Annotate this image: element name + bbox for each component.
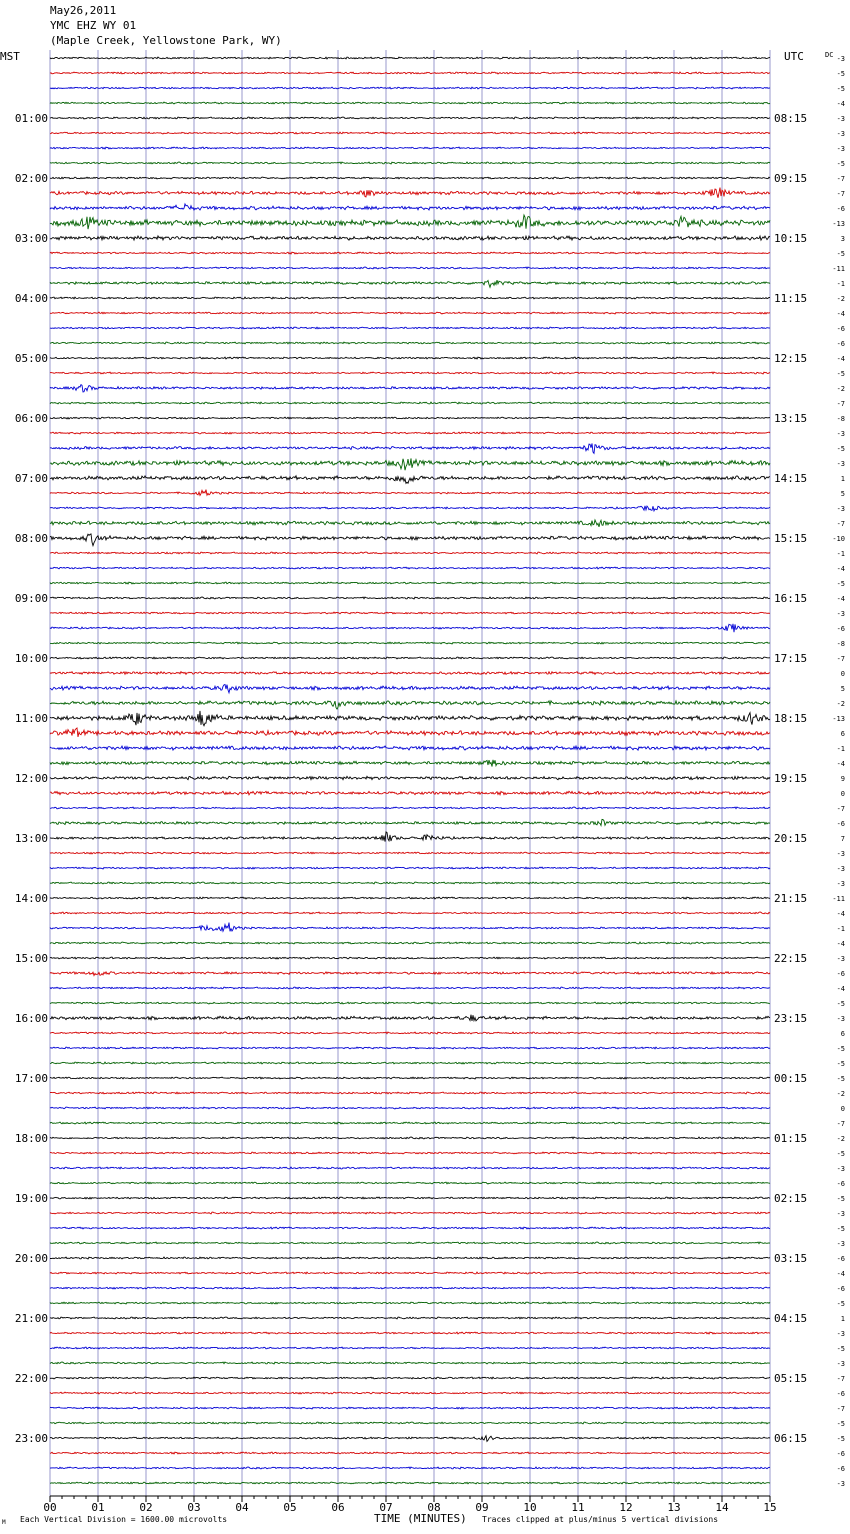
seismic-trace bbox=[50, 897, 770, 899]
seismic-trace bbox=[50, 1047, 770, 1049]
seismic-trace bbox=[50, 728, 770, 737]
dc-offset-label: -4 bbox=[836, 355, 845, 363]
mst-hour-label: 11:00 bbox=[14, 712, 48, 725]
dc-offset-label: -7 bbox=[836, 1120, 845, 1128]
seismic-trace bbox=[50, 1197, 770, 1199]
x-tick-label: 02 bbox=[139, 1501, 153, 1514]
x-tick-label: 01 bbox=[91, 1501, 105, 1514]
seismic-trace bbox=[50, 177, 770, 179]
dc-offset-label: -3 bbox=[836, 1210, 845, 1218]
seismic-trace bbox=[50, 534, 770, 546]
dc-offset-label: -3 bbox=[836, 850, 845, 858]
dc-offset-label: -5 bbox=[836, 1225, 845, 1233]
seismic-trace bbox=[50, 1122, 770, 1124]
seismic-trace bbox=[50, 443, 770, 453]
dc-offset-label: 3 bbox=[840, 235, 845, 243]
dc-offset-label: -5 bbox=[836, 445, 845, 453]
dc-offset-label: -7 bbox=[836, 805, 845, 813]
mst-hour-label: 04:00 bbox=[14, 292, 48, 305]
dc-offset-label: -4 bbox=[836, 595, 845, 603]
mst-hour-label: 22:00 bbox=[14, 1372, 48, 1385]
x-tick-label: 08 bbox=[427, 1501, 441, 1514]
mst-hour-label: 20:00 bbox=[14, 1252, 48, 1265]
mst-hour-label: 18:00 bbox=[14, 1132, 48, 1145]
clip-note: Traces clipped at plus/minus 5 vertical divisions bbox=[482, 1515, 719, 1524]
location-label: (Maple Creek, Yellowstone Park, WY) bbox=[50, 34, 282, 47]
dc-offset-label: -6 bbox=[836, 1390, 845, 1398]
seismic-trace bbox=[50, 612, 770, 614]
seismic-trace bbox=[50, 132, 770, 134]
dc-offset-label: -3 bbox=[836, 1330, 845, 1338]
utc-hour-label: 06:15 bbox=[774, 1432, 808, 1445]
mst-hour-label: 16:00 bbox=[14, 1012, 48, 1025]
dc-offset-label: -1 bbox=[836, 745, 845, 753]
seismic-trace bbox=[50, 1302, 770, 1304]
dc-offset-label: -5 bbox=[836, 370, 845, 378]
seismic-trace bbox=[50, 1272, 770, 1274]
dc-offset-label: -3 bbox=[836, 880, 845, 888]
utc-hour-label: 05:15 bbox=[774, 1372, 808, 1385]
seismic-trace bbox=[50, 552, 770, 554]
seismic-trace bbox=[50, 1002, 770, 1004]
mst-hour-label: 08:00 bbox=[14, 532, 48, 545]
seismic-trace bbox=[50, 267, 770, 269]
utc-hour-label: 22:15 bbox=[774, 952, 808, 965]
dc-offset-label: -7 bbox=[836, 1405, 845, 1413]
seismic-trace bbox=[50, 711, 770, 726]
dc-offset-label: -11 bbox=[832, 265, 845, 273]
seismic-trace bbox=[50, 417, 770, 419]
utc-hour-label: 00:15 bbox=[774, 1072, 808, 1085]
dc-offset-label: -3 bbox=[836, 955, 845, 963]
dc-offset-label: 1 bbox=[840, 475, 845, 483]
dc-offset-label: -4 bbox=[836, 310, 845, 318]
dc-offset-label: -6 bbox=[836, 340, 845, 348]
mst-hour-label: 19:00 bbox=[14, 1192, 48, 1205]
dc-offset-label: -5 bbox=[836, 1150, 845, 1158]
x-tick-label: 07 bbox=[379, 1501, 393, 1514]
dc-offset-label: 0 bbox=[840, 670, 845, 678]
seismic-trace bbox=[50, 1362, 770, 1364]
utc-hour-label: 21:15 bbox=[774, 892, 808, 905]
scale-note: Each Vertical Division = 1600.00 microvolts bbox=[20, 1515, 228, 1524]
dc-offset-label: -3 bbox=[836, 130, 845, 138]
seismic-trace bbox=[50, 1407, 770, 1409]
seismic-trace bbox=[50, 1467, 770, 1469]
dc-offset-label: -13 bbox=[832, 715, 845, 723]
mst-hour-label: 17:00 bbox=[14, 1072, 48, 1085]
dc-offset-label: 9 bbox=[840, 775, 845, 783]
seismic-trace bbox=[50, 1137, 770, 1139]
dc-offset-label: -5 bbox=[836, 1000, 845, 1008]
dc-offset-label: -6 bbox=[836, 820, 845, 828]
utc-hour-label: 02:15 bbox=[774, 1192, 808, 1205]
dc-offset-label: -5 bbox=[836, 85, 845, 93]
seismic-trace bbox=[50, 1077, 770, 1079]
seismic-trace bbox=[50, 1377, 770, 1379]
x-tick-label: 14 bbox=[715, 1501, 729, 1514]
seismic-trace bbox=[50, 520, 770, 527]
dc-offset-label: -5 bbox=[836, 160, 845, 168]
seismic-trace bbox=[50, 204, 770, 210]
dc-offset-label: -3 bbox=[836, 865, 845, 873]
seismic-trace bbox=[50, 1482, 770, 1484]
seismic-trace bbox=[50, 942, 770, 944]
seismic-trace bbox=[50, 1167, 770, 1169]
seismic-trace bbox=[50, 506, 770, 511]
seismic-trace bbox=[50, 1182, 770, 1184]
seismic-trace bbox=[50, 252, 770, 254]
utc-hour-label: 04:15 bbox=[774, 1312, 808, 1325]
mst-hour-label: 09:00 bbox=[14, 592, 48, 605]
seismic-trace bbox=[50, 188, 770, 198]
dc-offset-label: -10 bbox=[832, 535, 845, 543]
mst-hour-label: 05:00 bbox=[14, 352, 48, 365]
dc-offset-label: -3 bbox=[836, 430, 845, 438]
dc-offset-label: -6 bbox=[836, 1285, 845, 1293]
seismic-trace bbox=[50, 1436, 770, 1442]
dc-offset-label: -6 bbox=[836, 625, 845, 633]
dc-offset-label: -5 bbox=[836, 70, 845, 78]
seismic-trace bbox=[50, 372, 770, 374]
dc-offset-label: -6 bbox=[836, 1465, 845, 1473]
seismic-trace bbox=[50, 819, 770, 825]
x-tick-label: 04 bbox=[235, 1501, 249, 1514]
dc-offset-label: -4 bbox=[836, 910, 845, 918]
seismic-trace bbox=[50, 957, 770, 959]
x-tick-label: 15 bbox=[763, 1501, 777, 1514]
utc-hour-label: 19:15 bbox=[774, 772, 808, 785]
utc-hour-label: 14:15 bbox=[774, 472, 808, 485]
x-axis-title: TIME (MINUTES) bbox=[374, 1512, 467, 1525]
dc-offset-label: -2 bbox=[836, 1090, 845, 1098]
mst-hour-label: 06:00 bbox=[14, 412, 48, 425]
seismic-trace bbox=[50, 236, 770, 240]
seismic-trace bbox=[50, 342, 770, 344]
utc-hour-label: 20:15 bbox=[774, 832, 808, 845]
station-label: YMC EHZ WY 01 bbox=[50, 19, 137, 32]
seismic-trace bbox=[50, 280, 770, 287]
seismic-trace bbox=[50, 72, 770, 74]
seismic-trace bbox=[50, 867, 770, 869]
dc-offset-label: -7 bbox=[836, 1375, 845, 1383]
dc-offset-label: -7 bbox=[836, 190, 845, 198]
seismic-trace bbox=[50, 624, 770, 632]
utc-hour-label: 03:15 bbox=[774, 1252, 808, 1265]
seismic-trace bbox=[50, 357, 770, 359]
dc-offset-label: -2 bbox=[836, 1135, 845, 1143]
seismic-trace bbox=[50, 923, 770, 932]
dc-offset-label: -6 bbox=[836, 1180, 845, 1188]
dc-offset-label: -7 bbox=[836, 655, 845, 663]
dc-offset-label: -3 bbox=[836, 1015, 845, 1023]
dc-offset-label: -5 bbox=[836, 1300, 845, 1308]
dc-offset-label: -2 bbox=[836, 700, 845, 708]
seismic-trace bbox=[50, 701, 770, 709]
seismic-trace bbox=[50, 987, 770, 989]
seismic-trace bbox=[50, 1242, 770, 1244]
seismic-trace bbox=[50, 567, 770, 569]
seismic-trace bbox=[50, 972, 770, 976]
dc-offset-label: -4 bbox=[836, 985, 845, 993]
dc-offset-label: -5 bbox=[836, 1195, 845, 1203]
seismic-trace bbox=[50, 1032, 770, 1034]
seismic-trace bbox=[50, 1452, 770, 1454]
mst-hour-label: 12:00 bbox=[14, 772, 48, 785]
mst-hour-label: 23:00 bbox=[14, 1432, 48, 1445]
dc-offset-label: -5 bbox=[836, 580, 845, 588]
dc-offset-label: -5 bbox=[836, 1075, 845, 1083]
dc-offset-label: -3 bbox=[836, 1360, 845, 1368]
x-tick-label: 00 bbox=[43, 1501, 57, 1514]
seismic-trace bbox=[50, 162, 770, 164]
seismic-trace bbox=[50, 312, 770, 314]
seismic-trace bbox=[50, 57, 770, 59]
utc-hour-label: 13:15 bbox=[774, 412, 808, 425]
dc-offset-label: 1 bbox=[840, 1315, 845, 1323]
dc-offset-label: -5 bbox=[836, 1345, 845, 1353]
dc-offset-label: -3 bbox=[836, 1165, 845, 1173]
seismic-trace bbox=[50, 87, 770, 89]
dc-offset-label: -8 bbox=[836, 640, 845, 648]
utc-hour-label: 17:15 bbox=[774, 652, 808, 665]
dc-offset-label: 6 bbox=[840, 1030, 845, 1038]
dc-offset-label: -3 bbox=[836, 115, 845, 123]
dc-offset-label: -4 bbox=[836, 1270, 845, 1278]
utc-hour-label: 11:15 bbox=[774, 292, 808, 305]
dc-offset-label: -4 bbox=[836, 760, 845, 768]
x-tick-label: 10 bbox=[523, 1501, 537, 1514]
seismic-trace bbox=[50, 657, 770, 659]
x-tick-label: 03 bbox=[187, 1501, 201, 1514]
dc-offset-label: -4 bbox=[836, 565, 845, 573]
date-label: May26,2011 bbox=[50, 4, 117, 17]
dc-offset-label: -3 bbox=[836, 55, 845, 63]
seismic-trace bbox=[50, 1015, 770, 1021]
seismic-trace bbox=[50, 147, 770, 149]
dc-offset-label: 5 bbox=[840, 490, 845, 498]
dc-offset-label: 5 bbox=[840, 685, 845, 693]
seismic-trace bbox=[50, 672, 770, 675]
seismic-trace bbox=[50, 1317, 770, 1319]
dc-offset-label: -1 bbox=[836, 280, 845, 288]
seismic-trace bbox=[50, 1212, 770, 1214]
seismic-trace bbox=[50, 1227, 770, 1229]
seismic-trace bbox=[50, 476, 770, 484]
x-tick-label: 12 bbox=[619, 1501, 633, 1514]
utc-hour-label: 23:15 bbox=[774, 1012, 808, 1025]
seismic-trace bbox=[50, 1092, 770, 1094]
mst-hour-label: 03:00 bbox=[14, 232, 48, 245]
dc-offset-label: -7 bbox=[836, 520, 845, 528]
dc-offset-label: -5 bbox=[836, 1435, 845, 1443]
dc-offset-label: -1 bbox=[836, 925, 845, 933]
dc-offset-label: -6 bbox=[836, 205, 845, 213]
seismic-trace bbox=[50, 791, 770, 794]
utc-hour-label: 10:15 bbox=[774, 232, 808, 245]
seismic-trace bbox=[50, 807, 770, 809]
seismic-trace bbox=[50, 102, 770, 104]
seismic-trace bbox=[50, 402, 770, 404]
dc-offset-label: -6 bbox=[836, 970, 845, 978]
seismic-trace bbox=[50, 117, 770, 119]
seismic-trace bbox=[50, 912, 770, 914]
dc-offset-label: -6 bbox=[836, 325, 845, 333]
seismic-trace bbox=[50, 490, 770, 496]
seismic-trace bbox=[50, 597, 770, 599]
corner-mark: M bbox=[2, 1519, 6, 1526]
seismic-trace bbox=[50, 776, 770, 779]
x-tick-label: 06 bbox=[331, 1501, 345, 1514]
dc-offset-label: -3 bbox=[836, 1480, 845, 1488]
seismic-trace bbox=[50, 852, 770, 854]
dc-offset-label: -3 bbox=[836, 610, 845, 618]
utc-hour-label: 09:15 bbox=[774, 172, 808, 185]
dc-offset-label: -1 bbox=[836, 550, 845, 558]
mst-hour-label: 15:00 bbox=[14, 952, 48, 965]
seismic-trace bbox=[50, 832, 770, 842]
seismic-trace bbox=[50, 685, 770, 693]
x-tick-label: 13 bbox=[667, 1501, 681, 1514]
seismic-trace bbox=[50, 215, 770, 229]
dc-offset-label: -3 bbox=[836, 1240, 845, 1248]
dc-offset-label: -2 bbox=[836, 295, 845, 303]
x-tick-label: 05 bbox=[283, 1501, 297, 1514]
dc-offset-label: -7 bbox=[836, 400, 845, 408]
dc-offset-label: -13 bbox=[832, 220, 845, 228]
seismic-trace bbox=[50, 1422, 770, 1424]
dc-offset-label: -8 bbox=[836, 415, 845, 423]
dc-offset-label: 7 bbox=[840, 835, 845, 843]
dc-offset-label: 6 bbox=[840, 730, 845, 738]
seismic-trace bbox=[50, 760, 770, 767]
mst-axis-title: MST bbox=[0, 50, 20, 63]
dc-offset-label: -4 bbox=[836, 940, 845, 948]
utc-hour-label: 12:15 bbox=[774, 352, 808, 365]
seismic-trace bbox=[50, 882, 770, 884]
dc-offset-label: -2 bbox=[836, 385, 845, 393]
mst-hour-label: 10:00 bbox=[14, 652, 48, 665]
seismic-trace bbox=[50, 1257, 770, 1259]
seismic-trace bbox=[50, 1392, 770, 1394]
dc-offset-label: -3 bbox=[836, 145, 845, 153]
seismic-trace bbox=[50, 432, 770, 434]
seismic-trace bbox=[50, 327, 770, 329]
mst-hour-label: 13:00 bbox=[14, 832, 48, 845]
seismic-trace bbox=[50, 1152, 770, 1154]
dc-offset-label: -5 bbox=[836, 1045, 845, 1053]
utc-hour-label: 01:15 bbox=[774, 1132, 808, 1145]
mst-hour-label: 07:00 bbox=[14, 472, 48, 485]
seismic-trace bbox=[50, 1347, 770, 1349]
seismic-trace bbox=[50, 746, 770, 750]
dc-offset-label: 0 bbox=[840, 790, 845, 798]
dc-offset-label: -5 bbox=[836, 1060, 845, 1068]
dc-label: DC bbox=[825, 51, 834, 59]
seismic-trace bbox=[50, 385, 770, 392]
dc-offset-label: -6 bbox=[836, 1255, 845, 1263]
utc-hour-label: 16:15 bbox=[774, 592, 808, 605]
utc-hour-label: 15:15 bbox=[774, 532, 808, 545]
seismic-trace bbox=[50, 1107, 770, 1109]
mst-hour-label: 01:00 bbox=[14, 112, 48, 125]
dc-offset-label: 0 bbox=[840, 1105, 845, 1113]
dc-offset-label: -3 bbox=[836, 505, 845, 513]
mst-hour-label: 02:00 bbox=[14, 172, 48, 185]
seismic-trace bbox=[50, 1287, 770, 1289]
dc-offset-label: -6 bbox=[836, 1450, 845, 1458]
dc-offset-label: -3 bbox=[836, 460, 845, 468]
seismic-trace bbox=[50, 1062, 770, 1064]
mst-hour-label: 14:00 bbox=[14, 892, 48, 905]
dc-offset-label: -4 bbox=[836, 100, 845, 108]
dc-offset-label: -5 bbox=[836, 1420, 845, 1428]
utc-axis-title: UTC bbox=[784, 50, 804, 63]
seismic-trace bbox=[50, 458, 770, 470]
seismic-trace bbox=[50, 582, 770, 584]
seismic-trace bbox=[50, 1332, 770, 1334]
utc-hour-label: 08:15 bbox=[774, 112, 808, 125]
mst-hour-label: 21:00 bbox=[14, 1312, 48, 1325]
seismic-trace bbox=[50, 297, 770, 299]
utc-hour-label: 18:15 bbox=[774, 712, 808, 725]
x-tick-label: 09 bbox=[475, 1501, 489, 1514]
dc-offset-label: -11 bbox=[832, 895, 845, 903]
seismic-trace bbox=[50, 642, 770, 644]
dc-offset-label: -7 bbox=[836, 175, 845, 183]
x-tick-label: 11 bbox=[571, 1501, 585, 1514]
dc-offset-label: -5 bbox=[836, 250, 845, 258]
